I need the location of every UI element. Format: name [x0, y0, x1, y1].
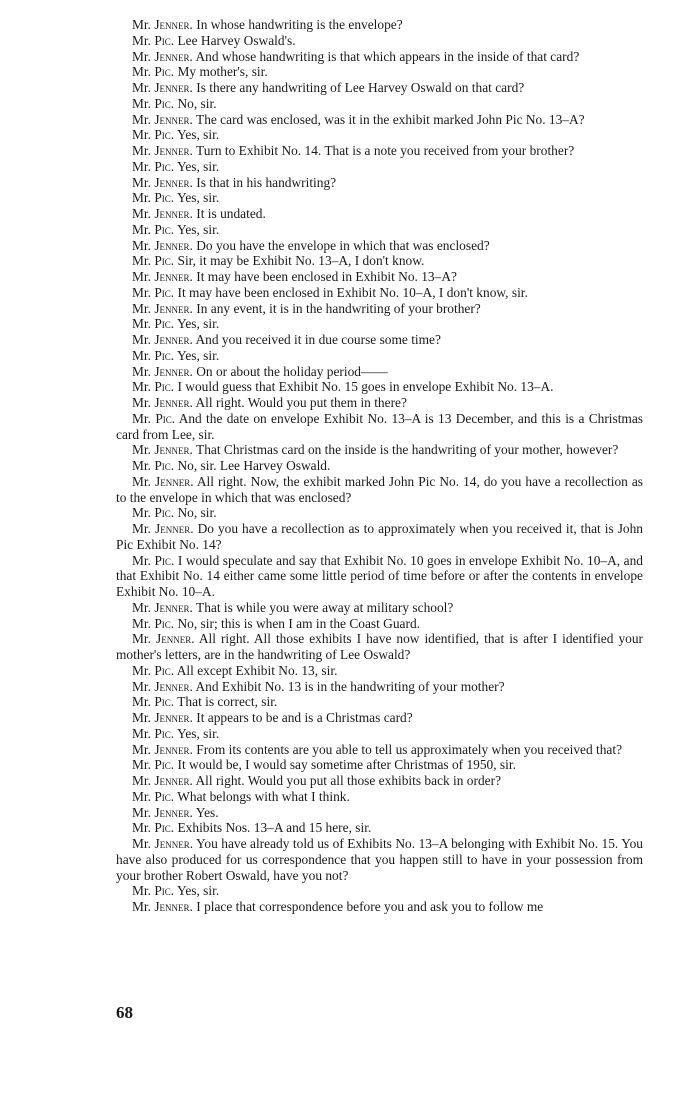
speaker-name: Pic. — [154, 505, 175, 521]
speaker-name: Pic. — [154, 725, 175, 741]
speaker-name: Pic. — [154, 32, 175, 48]
testimony-paragraph — [116, 96, 643, 112]
speaker-name: Jenner. — [154, 773, 193, 788]
speaker-title: Mr. — [132, 127, 151, 143]
speaker-name: Pic. — [154, 788, 175, 804]
testimony-paragraph — [116, 757, 643, 773]
testimony-paragraph — [116, 805, 643, 821]
speaker-title: Mr. — [132, 269, 151, 284]
speaker-title: Mr. — [132, 473, 151, 489]
speaker-name: Jenner. — [154, 741, 193, 757]
speaker-name: Jenner. — [154, 174, 193, 190]
testimony-paragraph — [116, 269, 643, 285]
speaker-name: Pic. — [154, 221, 175, 237]
speaker-name: Pic. — [154, 127, 175, 143]
speaker-title: Mr. — [132, 836, 151, 851]
speaker-title: Mr. — [132, 347, 151, 363]
speaker-title: Mr. — [132, 631, 151, 647]
testimony-paragraph — [116, 505, 643, 521]
speaker-name: Jenner. — [154, 269, 193, 284]
speaker-name: Jenner. — [155, 473, 194, 489]
testimony-text: No, sir; this is when I am in the Coast Guard. — [177, 615, 420, 631]
speaker-name: Pic. — [154, 253, 175, 269]
testimony-text: No, sir. Lee Harvey Oswald. — [177, 458, 331, 473]
speaker-name: Pic. — [154, 347, 175, 363]
speaker-name: Pic. — [154, 820, 175, 836]
speaker-title: Mr. — [132, 410, 151, 426]
speaker-title: Mr. — [132, 221, 151, 237]
page-number: 68 — [116, 1003, 133, 1022]
testimony-text: Do you have the envelope in which that was enclosed? — [196, 237, 490, 253]
speaker-name: Jenner. — [154, 899, 193, 914]
testimony-paragraph — [116, 820, 643, 836]
testimony-paragraph — [116, 33, 643, 49]
testimony-text: Lee Harvey Oswald's. — [177, 32, 296, 48]
testimony-text: All right. Would you put all those exhibits back in order? — [195, 773, 502, 788]
speaker-name: Jenner. — [154, 804, 193, 820]
testimony-text: What belongs with what I think. — [177, 788, 350, 804]
speaker-name: Pic. — [154, 158, 175, 174]
speaker-name: Jenner. — [154, 48, 193, 64]
speaker-title: Mr. — [132, 757, 151, 773]
testimony-paragraph — [116, 600, 643, 616]
speaker-title: Mr. — [132, 32, 151, 48]
speaker-title: Mr. — [132, 521, 151, 536]
testimony-paragraph — [116, 458, 643, 474]
testimony-paragraph — [116, 348, 643, 364]
testimony-paragraph — [116, 521, 643, 553]
speaker-title: Mr. — [132, 662, 151, 678]
testimony-text: It would be, I would say sometime after Christmas of 1950, sir. — [177, 757, 516, 773]
testimony-text: On or about the holiday period—— — [196, 363, 388, 379]
testimony-paragraph — [116, 143, 643, 159]
testimony-text: I would speculate and say that Exhibit No. 10 goes in envelope Exhibit No. 10–A, and that Exhibit No. 14 either came some little period of time before or after the contents in envelope Exhibit No. 10–A. — [116, 552, 643, 599]
speaker-title: Mr. — [132, 710, 151, 725]
testimony-text: And whose handwriting is that which appears in the inside of that card? — [195, 48, 580, 64]
testimony-paragraph — [116, 631, 643, 663]
testimony-text: Sir, it may be Exhibit No. 13–A, I don't know. — [177, 253, 425, 269]
testimony-text: Yes, sir. — [177, 127, 220, 143]
testimony-text: And the date on envelope Exhibit No. 13–A is 13 December, and this is a Christmas card from Lee, sir. — [116, 410, 644, 442]
speaker-title: Mr. — [132, 788, 151, 804]
testimony-text: Yes, sir. — [177, 316, 220, 332]
testimony-text: You have already told us of Exhibits No. 13–A belonging with Exhibit No. 15. You have also produced for us correspondence that you happen still to have in your possession from your brother Robert Oswald, have you not? — [116, 836, 643, 883]
testimony-text: All right. All those exhibits I have now identified, that is after I identified your mother's letters, are in the handwriting of Lee Oswald? — [116, 631, 643, 662]
speaker-name: Pic. — [154, 662, 175, 678]
testimony-text: Is that in his handwriting? — [196, 174, 337, 190]
testimony-paragraph — [116, 222, 643, 238]
testimony-paragraph — [116, 616, 643, 632]
testimony-paragraph — [116, 836, 643, 883]
speaker-title: Mr. — [132, 300, 151, 316]
speaker-name: Pic. — [154, 316, 175, 332]
testimony-text: I place that correspondence before you and ask you to follow me — [196, 899, 544, 914]
speaker-name: Pic. — [154, 95, 175, 111]
testimony-text: Yes, sir. — [177, 221, 220, 237]
testimony-paragraph — [116, 553, 643, 600]
speaker-title: Mr. — [132, 804, 151, 820]
speaker-name: Jenner. — [154, 678, 193, 694]
speaker-title: Mr. — [132, 332, 151, 347]
testimony-text: All except Exhibit No. 13, sir. — [176, 662, 338, 678]
speaker-name: Jenner. — [154, 143, 193, 158]
testimony-paragraph — [116, 206, 643, 222]
speaker-title: Mr. — [132, 316, 151, 332]
transcript-body — [116, 17, 643, 915]
speaker-title: Mr. — [132, 95, 151, 111]
testimony-paragraph — [116, 694, 643, 710]
testimony-paragraph — [116, 332, 643, 348]
testimony-text: All right. Would you put them in there? — [195, 395, 407, 410]
testimony-text: I would guess that Exhibit No. 15 goes in envelope Exhibit No. 13–A. — [177, 379, 554, 395]
speaker-name: Jenner. — [154, 599, 193, 615]
speaker-name: Pic. — [154, 883, 175, 899]
speaker-title: Mr. — [132, 253, 151, 269]
testimony-text: Is there any handwriting of Lee Harvey Oswald on that card? — [196, 80, 525, 95]
speaker-name: Jenner. — [156, 631, 195, 647]
testimony-paragraph — [116, 474, 643, 506]
testimony-paragraph — [116, 364, 643, 380]
testimony-paragraph — [116, 285, 643, 301]
speaker-name: Jenner. — [154, 836, 194, 851]
speaker-title: Mr. — [132, 158, 151, 174]
speaker-name: Pic. — [154, 64, 175, 80]
testimony-text: My mother's, sir. — [177, 64, 268, 80]
testimony-paragraph — [116, 899, 643, 915]
testimony-paragraph — [116, 789, 643, 805]
testimony-text: That Christmas card on the inside is the handwriting of your mother, however? — [196, 442, 619, 458]
testimony-paragraph — [116, 316, 643, 332]
testimony-paragraph — [116, 190, 643, 206]
speaker-title: Mr. — [132, 615, 151, 631]
testimony-paragraph — [116, 253, 643, 269]
speaker-name: Pic. — [154, 615, 175, 631]
speaker-title: Mr. — [132, 442, 151, 458]
testimony-paragraph — [116, 663, 643, 679]
speaker-name: Pic. — [154, 379, 175, 395]
speaker-title: Mr. — [132, 899, 151, 914]
testimony-text: It may have been enclosed in Exhibit No. 13–A? — [196, 269, 457, 284]
testimony-paragraph — [116, 80, 643, 96]
testimony-text: In any event, it is in the handwriting of your brother? — [196, 300, 481, 316]
testimony-text: And Exhibit No. 13 is in the handwriting of your mother? — [195, 678, 505, 694]
speaker-name: Jenner. — [154, 363, 193, 379]
speaker-name: Pic. — [154, 284, 175, 300]
testimony-paragraph — [116, 742, 643, 758]
speaker-title: Mr. — [132, 174, 151, 190]
speaker-name: Jenner. — [155, 521, 194, 536]
testimony-text: And you received it in due course some time? — [195, 332, 441, 347]
speaker-name: Jenner. — [154, 710, 193, 725]
speaker-name: Jenner. — [154, 111, 193, 127]
speaker-title: Mr. — [132, 773, 151, 788]
testimony-paragraph — [116, 175, 643, 191]
testimony-text: In whose handwriting is the envelope? — [196, 17, 403, 32]
speaker-name: Pic. — [154, 694, 175, 710]
speaker-title: Mr. — [132, 395, 151, 410]
testimony-text: That is correct, sir. — [177, 694, 278, 710]
testimony-paragraph — [116, 238, 643, 254]
speaker-name: Pic. — [154, 190, 175, 206]
testimony-text: Turn to Exhibit No. 14. That is a note you received from your brother? — [196, 143, 575, 158]
testimony-text: It appears to be and is a Christmas card? — [196, 710, 413, 725]
speaker-name: Jenner. — [154, 300, 193, 316]
testimony-paragraph — [116, 442, 643, 458]
testimony-text: Yes, sir. — [177, 158, 220, 174]
testimony-text: It may have been enclosed in Exhibit No. 10–A, I don't know, sir. — [177, 284, 528, 300]
speaker-title: Mr. — [132, 694, 151, 710]
speaker-title: Mr. — [132, 363, 151, 379]
speaker-name: Jenner. — [154, 237, 193, 253]
speaker-title: Mr. — [132, 206, 151, 221]
testimony-paragraph — [116, 301, 643, 317]
testimony-text: No, sir. — [177, 95, 217, 111]
speaker-name: Jenner. — [154, 442, 193, 458]
testimony-paragraph — [116, 726, 643, 742]
speaker-title: Mr. — [132, 80, 151, 95]
speaker-title: Mr. — [132, 599, 151, 615]
speaker-title: Mr. — [132, 741, 151, 757]
testimony-paragraph — [116, 710, 643, 726]
testimony-paragraph — [116, 395, 643, 411]
testimony-paragraph — [116, 127, 643, 143]
speaker-name: Pic. — [154, 552, 175, 568]
testimony-paragraph — [116, 411, 643, 443]
speaker-title: Mr. — [132, 111, 151, 127]
speaker-name: Jenner. — [154, 395, 193, 410]
speaker-title: Mr. — [132, 725, 151, 741]
speaker-title: Mr. — [132, 64, 151, 80]
testimony-text: Yes, sir. — [177, 725, 220, 741]
testimony-paragraph — [116, 773, 643, 789]
speaker-name: Jenner. — [154, 17, 193, 32]
testimony-paragraph — [116, 883, 643, 899]
speaker-title: Mr. — [132, 284, 151, 300]
testimony-text: Yes, sir. — [177, 883, 220, 899]
testimony-text: No, sir. — [177, 505, 217, 521]
speaker-title: Mr. — [132, 190, 151, 206]
testimony-text: The card was enclosed, was it in the exhibit marked John Pic No. 13–A? — [196, 111, 585, 127]
speaker-title: Mr. — [132, 237, 151, 253]
speaker-title: Mr. — [132, 458, 151, 473]
speaker-title: Mr. — [132, 505, 151, 521]
testimony-paragraph — [116, 379, 643, 395]
speaker-title: Mr. — [132, 820, 151, 836]
testimony-text: Yes. — [195, 804, 219, 820]
testimony-text: All right. Now, the exhibit marked John Pic No. 14, do you have a recollection as to the envelope in which that was enclosed? — [116, 473, 644, 505]
testimony-text: Do you have a recollection as to approximately when you received it, that is John Pic Exhibit No. 14? — [116, 521, 643, 552]
speaker-title: Mr. — [132, 17, 151, 32]
speaker-name: Pic. — [155, 410, 176, 426]
testimony-paragraph — [116, 49, 643, 65]
speaker-name: Jenner. — [154, 332, 193, 347]
testimony-paragraph — [116, 64, 643, 80]
speaker-title: Mr. — [132, 552, 151, 568]
testimony-text: It is undated. — [196, 206, 266, 221]
speaker-title: Mr. — [132, 48, 151, 64]
testimony-text: That is while you were away at military school? — [196, 599, 454, 615]
speaker-title: Mr. — [132, 379, 151, 395]
testimony-text: From its contents are you able to tell us approximately when you received that? — [196, 741, 623, 757]
testimony-text: Yes, sir. — [177, 190, 220, 206]
speaker-title: Mr. — [132, 678, 151, 694]
testimony-paragraph — [116, 112, 643, 128]
speaker-name: Pic. — [154, 458, 175, 473]
testimony-text: Yes, sir. — [177, 347, 220, 363]
testimony-paragraph — [116, 17, 643, 33]
speaker-name: Jenner. — [154, 206, 193, 221]
speaker-name: Jenner. — [154, 80, 193, 95]
testimony-paragraph — [116, 679, 643, 695]
testimony-text: Exhibits Nos. 13–A and 15 here, sir. — [177, 820, 372, 836]
speaker-title: Mr. — [132, 883, 151, 899]
speaker-name: Pic. — [154, 757, 175, 773]
testimony-paragraph — [116, 159, 643, 175]
speaker-title: Mr. — [132, 143, 151, 158]
